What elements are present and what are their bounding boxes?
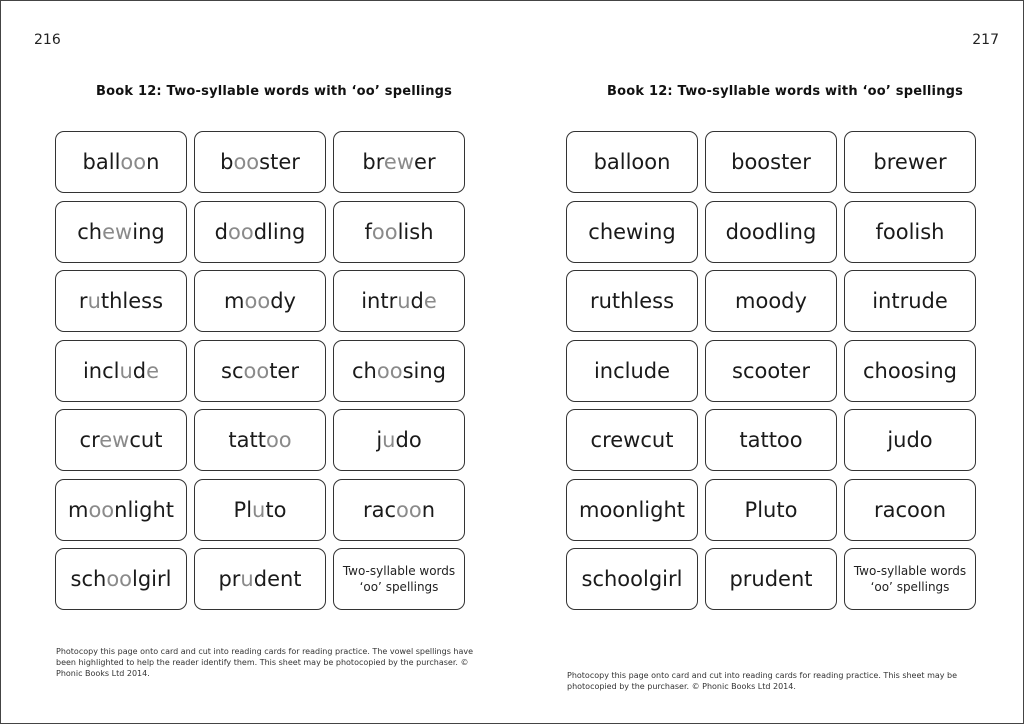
card-word: judo xyxy=(887,428,933,452)
card-word: foolish xyxy=(875,219,945,244)
word-card-grid xyxy=(566,131,976,610)
vowel-highlight: oo xyxy=(228,219,254,244)
card-word xyxy=(362,150,435,174)
card-word: booster xyxy=(731,150,811,174)
word-part: lish xyxy=(397,219,434,244)
word-part: do xyxy=(395,428,422,452)
vowel-highlight: oo xyxy=(120,150,147,174)
card-word: brewer xyxy=(873,150,947,174)
word-part: ball xyxy=(82,150,121,174)
word-part: sing xyxy=(402,358,446,383)
card-word: moody xyxy=(735,289,807,313)
word-card xyxy=(194,409,326,471)
cover-card xyxy=(844,548,976,610)
word-part: ch xyxy=(77,219,103,244)
word-card xyxy=(705,201,837,263)
word-card-grid xyxy=(55,131,465,610)
vowel-highlight: oo xyxy=(396,497,422,522)
left-page xyxy=(1,1,512,723)
word-part: cut xyxy=(129,428,163,452)
word-part: to xyxy=(265,497,287,522)
word-part: er xyxy=(414,150,436,174)
card-word xyxy=(83,359,159,383)
vowel-highlight: oo xyxy=(371,219,398,244)
vowel-highlight: oo xyxy=(244,289,271,313)
card-word: doodling xyxy=(725,219,817,244)
card-word xyxy=(80,428,163,452)
vowel-highlight: oo xyxy=(265,428,292,452)
photocopy-note: Photocopy this page onto card and cut into reading cards for reading practice. The vowel spellings have been highlighted to help the reader identify them. This sheet may be photocopied by the purchaser. © Phonic Books Ltd 2014. xyxy=(56,647,474,678)
word-part: ter xyxy=(269,358,299,383)
vowel-highlight: oo xyxy=(376,358,403,383)
word-card xyxy=(55,479,187,541)
vowel-highlight: oo xyxy=(88,497,115,522)
word-part: d xyxy=(410,289,424,313)
word-part: nlight xyxy=(114,497,175,522)
card-word xyxy=(361,289,437,313)
word-card xyxy=(566,270,698,332)
word-part: Pl xyxy=(233,497,253,522)
word-card xyxy=(705,270,837,332)
word-card xyxy=(333,131,465,193)
word-part: j xyxy=(376,428,383,452)
word-card xyxy=(566,548,698,610)
card-word xyxy=(352,359,446,383)
vowel-highlight: oo xyxy=(106,567,133,591)
cover-line-2: ‘oo’ spellings xyxy=(870,580,950,594)
card-word xyxy=(376,428,421,452)
card-word: crewcut xyxy=(590,428,674,452)
card-word xyxy=(68,498,174,522)
word-part: b xyxy=(220,150,234,174)
word-part: thless xyxy=(100,289,164,313)
card-word: scooter xyxy=(732,358,810,383)
card-word: choosing xyxy=(863,358,957,383)
word-part: lgirl xyxy=(132,567,172,591)
cover-card-text xyxy=(343,563,455,595)
card-word: tattoo xyxy=(739,428,803,452)
word-card xyxy=(844,340,976,402)
word-card xyxy=(566,131,698,193)
vowel-highlight: u xyxy=(87,289,101,313)
word-card xyxy=(194,340,326,402)
word-card xyxy=(333,270,465,332)
word-card xyxy=(55,270,187,332)
card-word: prudent xyxy=(729,567,813,591)
word-card xyxy=(705,409,837,471)
cover-line-1: Two-syllable words xyxy=(853,564,967,578)
word-part: n xyxy=(421,497,436,522)
cover-card-text xyxy=(854,563,966,595)
word-part: intr xyxy=(361,289,398,313)
card-word xyxy=(363,498,435,522)
card-word xyxy=(364,220,433,244)
card-word xyxy=(71,567,172,591)
card-word: ruthless xyxy=(589,289,675,313)
word-card xyxy=(194,479,326,541)
card-word xyxy=(83,150,160,174)
word-card xyxy=(844,479,976,541)
vowel-highlight: ew xyxy=(383,150,415,174)
word-part: n xyxy=(146,150,160,174)
word-part: ing xyxy=(132,219,165,244)
vowel-highlight: u xyxy=(119,358,133,383)
word-card xyxy=(566,201,698,263)
card-word xyxy=(77,220,164,244)
word-card xyxy=(194,201,326,263)
vowel-highlight: oo xyxy=(243,358,270,383)
word-card xyxy=(194,131,326,193)
card-word xyxy=(79,289,163,313)
word-card xyxy=(705,340,837,402)
word-card xyxy=(55,409,187,471)
word-card xyxy=(566,479,698,541)
word-part: ch xyxy=(352,358,377,383)
card-word: racoon xyxy=(873,497,947,522)
word-card xyxy=(844,409,976,471)
word-card xyxy=(844,270,976,332)
word-card xyxy=(705,479,837,541)
card-word xyxy=(224,289,296,313)
page-title: Book 12: Two-syllable words with ‘oo’ spellings xyxy=(607,84,964,99)
word-part: incl xyxy=(82,358,120,383)
word-part: rac xyxy=(362,497,397,522)
word-part: sch xyxy=(70,567,107,591)
card-word xyxy=(220,150,300,174)
word-card xyxy=(55,201,187,263)
card-word xyxy=(228,428,291,452)
cover-card xyxy=(333,548,465,610)
word-part: r xyxy=(78,289,88,313)
word-card xyxy=(705,548,837,610)
word-part: d xyxy=(214,219,228,244)
word-part: tatt xyxy=(228,428,266,452)
card-word xyxy=(221,359,299,383)
card-word: Pluto xyxy=(744,497,798,522)
word-card xyxy=(705,131,837,193)
word-card xyxy=(55,340,187,402)
vowel-highlight: ew xyxy=(102,219,133,244)
card-word: moonlight xyxy=(578,497,685,522)
card-word: schoolgirl xyxy=(581,567,683,591)
card-word: chewing xyxy=(588,219,676,244)
page-number: 216 xyxy=(34,32,61,48)
word-card xyxy=(333,340,465,402)
word-card xyxy=(55,548,187,610)
word-part: pr xyxy=(218,567,241,591)
vowel-highlight: u xyxy=(240,567,254,591)
word-part: dy xyxy=(270,289,296,313)
word-card xyxy=(194,548,326,610)
word-card xyxy=(333,409,465,471)
card-word: include xyxy=(593,358,671,383)
vowel-highlight: e xyxy=(146,358,160,383)
word-part: m xyxy=(67,497,89,522)
card-word xyxy=(218,567,301,591)
word-card xyxy=(55,131,187,193)
word-card xyxy=(566,409,698,471)
card-word: intrude xyxy=(872,289,948,313)
word-card xyxy=(333,201,465,263)
word-card xyxy=(566,340,698,402)
vowel-highlight: u xyxy=(382,428,396,452)
word-card xyxy=(333,479,465,541)
page-title: Book 12: Two-syllable words with ‘oo’ spellings xyxy=(96,84,453,99)
vowel-highlight: oo xyxy=(233,150,260,174)
word-part: br xyxy=(362,150,384,174)
word-part: f xyxy=(364,219,372,244)
word-part: m xyxy=(224,289,245,313)
vowel-highlight: e xyxy=(423,289,437,313)
word-part: d xyxy=(132,358,147,383)
word-part: cr xyxy=(79,428,100,452)
card-word xyxy=(234,498,287,522)
card-word: balloon xyxy=(593,150,671,174)
right-page xyxy=(512,1,1023,723)
cover-line-2: ‘oo’ spellings xyxy=(359,580,439,594)
word-card xyxy=(844,131,976,193)
word-part: sc xyxy=(221,358,244,383)
page-number: 217 xyxy=(972,32,999,48)
word-part: ster xyxy=(259,150,300,174)
cover-line-1: Two-syllable words xyxy=(342,564,456,578)
word-card xyxy=(194,270,326,332)
word-card xyxy=(844,201,976,263)
vowel-highlight: u xyxy=(397,289,411,313)
vowel-highlight: ew xyxy=(99,428,130,452)
card-word xyxy=(215,220,306,244)
photocopy-note: Photocopy this page onto card and cut into reading cards for reading practice. This sheet may be photocopied by the purchaser. © Phonic Books Ltd 2014. xyxy=(567,671,958,691)
word-part: dling xyxy=(253,219,306,244)
word-part: dent xyxy=(253,567,302,591)
vowel-highlight: u xyxy=(252,497,266,522)
